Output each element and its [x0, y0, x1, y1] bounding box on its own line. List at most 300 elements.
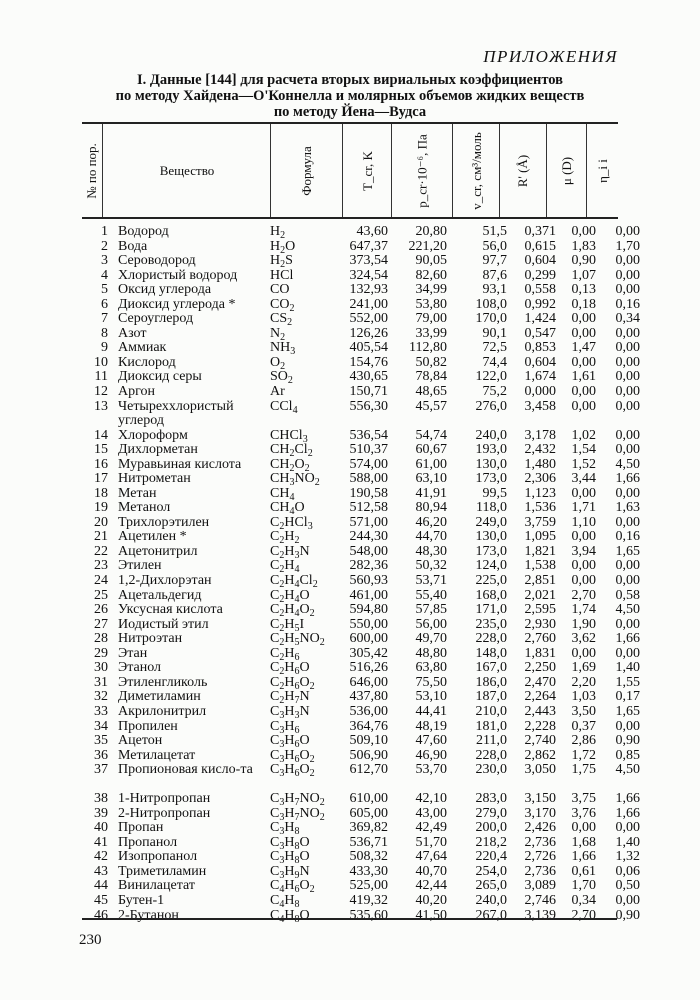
critical-temperature: 574,00 — [349, 456, 388, 472]
formula: $C_3H_7NO_2$ — [270, 805, 325, 823]
formula: $C_4H_8O$ — [270, 907, 310, 925]
header-r: R' (Å) — [499, 124, 547, 217]
substance-name: Кислород — [118, 354, 176, 370]
critical-temperature: 126,26 — [349, 325, 388, 341]
critical-volume: 168,0 — [475, 587, 507, 603]
formula: $C_4H_8$ — [270, 892, 300, 910]
dipole-moment: 1,61 — [571, 369, 596, 385]
row-number: 6 — [101, 296, 108, 312]
table-title — [60, 72, 640, 120]
critical-pressure: 61,00 — [415, 456, 447, 472]
table-row — [82, 820, 640, 838]
critical-volume: 167,0 — [475, 660, 507, 676]
formula: $C_3H_7NO_2$ — [270, 791, 325, 809]
critical-temperature: 552,00 — [349, 311, 388, 327]
row-number: 1 — [101, 224, 108, 239]
table-row — [82, 296, 640, 314]
critical-volume: 220,4 — [475, 849, 507, 865]
substance-name: Диметиламин — [118, 689, 201, 705]
radius-of-gyration: 3,178 — [524, 427, 556, 443]
header-formula: Формула — [270, 124, 343, 217]
critical-pressure: 78,84 — [415, 369, 447, 385]
association-parameter: 0,00 — [615, 427, 640, 443]
critical-temperature: 324,54 — [349, 267, 388, 283]
table-row — [82, 573, 640, 591]
formula: $C_2H_4Cl_2$ — [270, 573, 318, 591]
dipole-moment: 3,94 — [571, 543, 596, 559]
critical-pressure: 41,50 — [415, 907, 447, 923]
substance-name: Водород — [118, 224, 169, 239]
row-number: 17 — [94, 471, 108, 487]
association-parameter: 0,00 — [615, 325, 640, 341]
critical-temperature: 154,76 — [349, 354, 388, 370]
dipole-moment: 1,83 — [571, 238, 596, 254]
critical-temperature: 437,80 — [349, 689, 388, 705]
critical-volume: 186,0 — [475, 674, 507, 690]
dipole-moment: 1,72 — [571, 747, 596, 763]
critical-temperature: 433,30 — [349, 863, 388, 879]
critical-volume: 276,0 — [475, 398, 507, 414]
substance-name: Этанол — [118, 660, 162, 676]
critical-volume: 108,0 — [475, 296, 507, 312]
critical-volume: 211,0 — [476, 733, 507, 749]
association-parameter: 0,00 — [615, 616, 640, 632]
radius-of-gyration: 1,674 — [524, 369, 556, 385]
dipole-moment: 0,18 — [571, 296, 596, 312]
table-bottom-rule — [82, 918, 617, 920]
dipole-moment: 1,66 — [571, 849, 596, 865]
critical-pressure: 49,70 — [415, 631, 447, 647]
association-parameter: 0,34 — [615, 311, 640, 327]
formula: $C_2H_4O$ — [270, 587, 310, 605]
formula: $H_2O$ — [270, 238, 296, 256]
row-number: 27 — [94, 616, 108, 632]
dipole-moment: 0,00 — [571, 485, 596, 501]
critical-pressure: 41,91 — [415, 485, 447, 501]
formula: $C_2H_4$ — [270, 558, 300, 576]
table-row — [82, 543, 640, 561]
table-row — [82, 514, 640, 532]
dipole-moment: 3,75 — [571, 791, 596, 807]
radius-of-gyration: 2,021 — [524, 587, 556, 603]
association-parameter: 4,50 — [615, 602, 640, 618]
title-line-1: I. Данные [144] для расчета вторых вириальных коэффициентов — [136, 72, 563, 88]
critical-pressure: 20,80 — [415, 224, 447, 239]
critical-pressure: 53,10 — [415, 689, 447, 705]
row-number: 33 — [94, 703, 108, 719]
association-parameter: 0,00 — [615, 645, 640, 661]
table-row — [82, 267, 640, 284]
substance-name: Акрилонитрил — [118, 703, 207, 719]
radius-of-gyration: 0,547 — [524, 325, 556, 341]
table-row — [82, 631, 640, 649]
substance-name: Аммиак — [118, 340, 167, 356]
critical-temperature: 548,00 — [349, 543, 388, 559]
critical-pressure: 42,44 — [415, 878, 447, 894]
formula: $C_2H_4O_2$ — [270, 602, 315, 620]
critical-pressure: 63,10 — [415, 471, 447, 487]
row-number: 9 — [101, 340, 108, 356]
radius-of-gyration: 2,726 — [524, 849, 556, 865]
critical-temperature: 241,00 — [349, 296, 388, 312]
critical-temperature: 605,00 — [349, 805, 388, 821]
radius-of-gyration: 1,831 — [524, 645, 556, 661]
radius-of-gyration: 1,095 — [524, 529, 556, 545]
critical-temperature: 536,71 — [349, 834, 388, 850]
association-parameter: 1,66 — [615, 471, 640, 487]
substance-name: 2-Бутанон — [118, 907, 179, 923]
formula: $C_3H_9N$ — [270, 863, 310, 881]
critical-temperature: 132,93 — [349, 282, 388, 298]
critical-pressure: 82,60 — [415, 267, 447, 283]
radius-of-gyration: 3,139 — [524, 907, 556, 923]
association-parameter: 0,17 — [615, 689, 640, 705]
radius-of-gyration: 1,424 — [524, 311, 556, 327]
row-number: 39 — [94, 805, 108, 821]
title-line-2: по методу Хайдена—О'Коннелла и молярных объемов жидких веществ — [115, 88, 585, 104]
formula: $C_2H_6O_2$ — [270, 674, 315, 692]
header-vcr: v_cr, см³/моль — [452, 124, 500, 217]
substance-name: Диоксид серы — [118, 369, 202, 385]
critical-volume: 200,0 — [475, 820, 507, 836]
substance-name: Муравьиная кислота — [118, 456, 242, 472]
association-parameter: 1,32 — [615, 849, 640, 865]
row-number: 29 — [94, 645, 108, 661]
association-parameter: 4,50 — [615, 762, 640, 778]
radius-of-gyration: 2,862 — [524, 747, 556, 763]
radius-of-gyration: 3,050 — [524, 762, 556, 778]
radius-of-gyration: 0,604 — [524, 253, 556, 269]
table-row — [82, 878, 640, 896]
dipole-moment: 1,02 — [571, 427, 596, 443]
substance-name: Оксид углерода — [118, 282, 212, 298]
table-row — [82, 587, 640, 605]
substance-name: Пропан — [118, 820, 164, 836]
substance-name: Иодистый этил — [118, 616, 209, 632]
row-number: 37 — [94, 762, 108, 778]
substance-name: Трихлорэтилен — [118, 514, 210, 530]
substance-name: 2-Нитропропан — [118, 805, 211, 821]
table-row — [82, 762, 640, 792]
dipole-moment: 0,00 — [571, 354, 596, 370]
formula: Ar — [270, 384, 285, 400]
row-number: 41 — [94, 834, 108, 850]
formula: $H_2$ — [270, 224, 286, 241]
table-row — [82, 442, 640, 460]
critical-volume: 93,1 — [482, 282, 507, 298]
substance-name: Этан — [118, 645, 148, 661]
critical-volume: 171,0 — [475, 602, 507, 618]
critical-volume: 99,5 — [482, 485, 507, 501]
critical-volume: 249,0 — [475, 514, 507, 530]
table-row — [82, 674, 640, 692]
formula: $N_2$ — [270, 325, 286, 343]
table-header-rule — [82, 217, 618, 219]
table-row — [82, 863, 640, 881]
critical-temperature: 43,60 — [356, 224, 388, 239]
critical-pressure: 42,10 — [415, 791, 447, 807]
row-number: 11 — [94, 369, 108, 385]
table-row — [82, 645, 640, 663]
substance-name: Изопропанол — [118, 849, 198, 865]
radius-of-gyration: 1,480 — [524, 456, 556, 472]
radius-of-gyration: 2,470 — [524, 674, 556, 690]
row-number: 23 — [94, 558, 108, 574]
critical-temperature: 612,70 — [349, 762, 388, 778]
critical-temperature: 536,00 — [349, 703, 388, 719]
dipole-moment: 0,00 — [571, 820, 596, 836]
association-parameter: 1,40 — [615, 660, 640, 676]
formula: $CH_3NO_2$ — [270, 471, 320, 489]
critical-volume: 240,0 — [475, 892, 507, 908]
dipole-moment: 0,00 — [571, 224, 596, 239]
critical-temperature: 512,58 — [349, 500, 388, 516]
critical-pressure: 48,65 — [415, 384, 447, 400]
substance-name: Хлористый водород — [118, 267, 238, 283]
dipole-moment: 1,47 — [571, 340, 596, 356]
radius-of-gyration: 0,000 — [524, 384, 556, 400]
association-parameter: 0,00 — [615, 224, 640, 239]
formula: $C_2H_6$ — [270, 645, 300, 663]
critical-pressure: 112,80 — [409, 340, 447, 356]
radius-of-gyration: 0,558 — [524, 282, 556, 298]
table-row — [82, 718, 640, 736]
radius-of-gyration: 1,538 — [524, 558, 556, 574]
critical-temperature: 600,00 — [349, 631, 388, 647]
dipole-moment: 2,20 — [571, 674, 596, 690]
substance-name: Метилацетат — [118, 747, 196, 763]
table-row — [82, 224, 640, 241]
critical-volume: 218,2 — [475, 834, 507, 850]
critical-volume: 87,6 — [482, 267, 507, 283]
substance-name: 1-Нитропропан — [118, 791, 211, 807]
substance-name: Сероуглерод — [118, 311, 194, 327]
row-number: 12 — [94, 384, 108, 400]
row-number: 36 — [94, 747, 108, 763]
critical-pressure: 60,67 — [415, 442, 447, 458]
table-header — [82, 124, 618, 217]
formula: $NH_3$ — [270, 340, 296, 358]
dipole-moment: 2,70 — [571, 907, 596, 923]
critical-pressure: 50,32 — [415, 558, 447, 574]
row-number: 5 — [101, 282, 108, 298]
table-row — [82, 849, 640, 867]
critical-pressure: 53,71 — [415, 573, 447, 589]
formula: $C_3H_8$ — [270, 820, 300, 838]
row-number: 8 — [101, 325, 108, 341]
dipole-moment: 0,00 — [571, 529, 596, 545]
dipole-moment: 0,00 — [571, 573, 596, 589]
association-parameter: 0,00 — [615, 369, 640, 385]
critical-pressure: 221,20 — [408, 238, 447, 254]
critical-volume: 170,0 — [475, 311, 507, 327]
critical-pressure: 48,30 — [415, 543, 447, 559]
critical-pressure: 42,49 — [415, 820, 447, 836]
table-row — [82, 325, 640, 343]
critical-temperature: 525,00 — [349, 878, 388, 894]
substance-name: Сероводород — [118, 253, 196, 269]
dipole-moment: 3,44 — [571, 471, 596, 487]
dipole-moment: 0,00 — [571, 311, 596, 327]
critical-pressure: 56,00 — [415, 616, 447, 632]
critical-pressure: 53,80 — [415, 296, 447, 312]
critical-temperature: 419,32 — [349, 892, 388, 908]
critical-volume: 56,0 — [482, 238, 507, 254]
row-number: 16 — [94, 456, 108, 472]
critical-temperature: 647,37 — [349, 238, 388, 254]
critical-pressure: 47,60 — [415, 733, 447, 749]
formula: $C_2H_2$ — [270, 529, 300, 547]
association-parameter: 0,00 — [615, 820, 640, 836]
association-parameter: 1,55 — [615, 674, 640, 690]
row-number: 13 — [94, 398, 108, 414]
table-row — [82, 689, 640, 707]
critical-pressure: 50,82 — [415, 354, 447, 370]
critical-pressure: 54,74 — [415, 427, 447, 443]
critical-pressure: 46,20 — [415, 514, 447, 530]
critical-temperature: 509,10 — [349, 733, 388, 749]
formula: $CH_2O_2$ — [270, 456, 310, 474]
association-parameter: 1,66 — [615, 791, 640, 807]
critical-volume: 75,2 — [482, 384, 507, 400]
formula: $CH_4O$ — [270, 500, 305, 518]
critical-volume: 193,0 — [475, 442, 507, 458]
table-row — [82, 660, 640, 678]
row-number: 28 — [94, 631, 108, 647]
table-row — [82, 369, 640, 387]
association-parameter: 0,16 — [615, 296, 640, 312]
substance-name: Триметиламин — [118, 863, 207, 879]
association-parameter: 0,00 — [615, 398, 640, 414]
row-number: 31 — [94, 674, 108, 690]
critical-pressure: 40,70 — [415, 863, 447, 879]
critical-volume: 254,0 — [475, 863, 507, 879]
row-number: 4 — [101, 267, 108, 283]
table-row — [82, 354, 640, 372]
row-number: 35 — [94, 733, 108, 749]
critical-temperature: 571,00 — [349, 514, 388, 530]
row-number: 26 — [94, 602, 108, 618]
dipole-moment: 0,13 — [571, 282, 596, 298]
critical-volume: 74,4 — [482, 354, 507, 370]
table-row — [82, 340, 640, 358]
row-number: 22 — [94, 543, 108, 559]
radius-of-gyration: 2,443 — [524, 703, 556, 719]
dipole-moment: 1,75 — [571, 762, 596, 778]
association-parameter: 0,90 — [615, 733, 640, 749]
dipole-moment: 2,70 — [571, 587, 596, 603]
critical-pressure: 51,70 — [415, 834, 447, 850]
formula: $C_4H_6O_2$ — [270, 878, 315, 896]
dipole-moment: 1,68 — [571, 834, 596, 850]
row-number: 7 — [101, 311, 108, 327]
critical-pressure: 44,70 — [415, 529, 447, 545]
critical-pressure: 44,41 — [415, 703, 447, 719]
critical-pressure: 45,57 — [415, 398, 447, 414]
substance-name: Бутен-1 — [118, 892, 165, 908]
header-tcr: T_cr, K — [342, 124, 392, 217]
row-number: 46 — [94, 907, 108, 923]
row-number: 19 — [94, 500, 108, 516]
critical-pressure: 46,90 — [415, 747, 447, 763]
substance-name: Хлороформ — [118, 427, 188, 443]
substance-name: Ацетилен * — [118, 529, 187, 545]
dipole-moment: 1,10 — [571, 514, 596, 530]
substance-name: Ацетонитрил — [118, 543, 198, 559]
critical-pressure: 34,99 — [415, 282, 447, 298]
association-parameter: 0,00 — [615, 384, 640, 400]
radius-of-gyration: 3,759 — [524, 514, 556, 530]
table-row — [82, 529, 640, 547]
dipole-moment: 1,03 — [571, 689, 596, 705]
table-row — [82, 282, 640, 298]
critical-volume: 124,0 — [475, 558, 507, 574]
critical-temperature: 516,26 — [349, 660, 388, 676]
row-number: 14 — [94, 427, 108, 443]
radius-of-gyration: 2,740 — [524, 733, 556, 749]
critical-temperature: 405,54 — [349, 340, 388, 356]
critical-temperature: 369,82 — [349, 820, 388, 836]
substance-name: Азот — [118, 325, 147, 341]
row-number: 40 — [94, 820, 108, 836]
substance-name: Четыреххлористый углерод — [118, 398, 234, 429]
critical-volume: 181,0 — [475, 718, 507, 734]
row-number: 43 — [94, 863, 108, 879]
critical-volume: 173,0 — [475, 543, 507, 559]
formula: $C_3H_8O$ — [270, 849, 310, 867]
formula: $H_2S$ — [270, 253, 293, 271]
radius-of-gyration: 2,595 — [524, 602, 556, 618]
formula: CO — [270, 282, 290, 298]
row-number: 45 — [94, 892, 108, 908]
critical-pressure: 53,70 — [415, 762, 447, 778]
substance-name: 1,2-Дихлорэтан — [118, 573, 212, 589]
substance-name: Уксусная кислота — [118, 602, 223, 618]
radius-of-gyration: 0,604 — [524, 354, 556, 370]
association-parameter: 0,00 — [615, 573, 640, 589]
critical-temperature: 560,93 — [349, 573, 388, 589]
table-row — [82, 747, 640, 765]
radius-of-gyration: 2,851 — [524, 573, 556, 589]
association-parameter: 1,40 — [615, 834, 640, 850]
critical-temperature: 588,00 — [349, 471, 388, 487]
radius-of-gyration: 1,123 — [524, 485, 556, 501]
association-parameter: 0,00 — [615, 282, 640, 298]
critical-temperature: 150,71 — [349, 384, 388, 400]
critical-temperature: 508,32 — [349, 849, 388, 865]
dipole-moment: 3,50 — [571, 703, 596, 719]
row-number: 24 — [94, 573, 108, 589]
formula: $C_2H_6O$ — [270, 660, 310, 678]
table-row — [82, 398, 640, 429]
dipole-moment: 1,70 — [571, 878, 596, 894]
radius-of-gyration: 3,089 — [524, 878, 556, 894]
association-parameter: 0,00 — [615, 442, 640, 458]
critical-volume: 265,0 — [475, 878, 507, 894]
formula: $CS_2$ — [270, 311, 293, 329]
formula: $CH_2Cl_2$ — [270, 442, 313, 460]
radius-of-gyration: 1,536 — [524, 500, 556, 516]
header-substance: Вещество — [102, 124, 271, 217]
association-parameter: 0,50 — [615, 878, 640, 894]
critical-volume: 210,0 — [475, 703, 507, 719]
critical-volume: 283,0 — [475, 791, 507, 807]
radius-of-gyration: 0,299 — [524, 267, 556, 283]
radius-of-gyration: 3,170 — [524, 805, 556, 821]
critical-temperature: 510,37 — [349, 442, 388, 458]
table-row — [82, 485, 640, 503]
dipole-moment: 2,86 — [571, 733, 596, 749]
